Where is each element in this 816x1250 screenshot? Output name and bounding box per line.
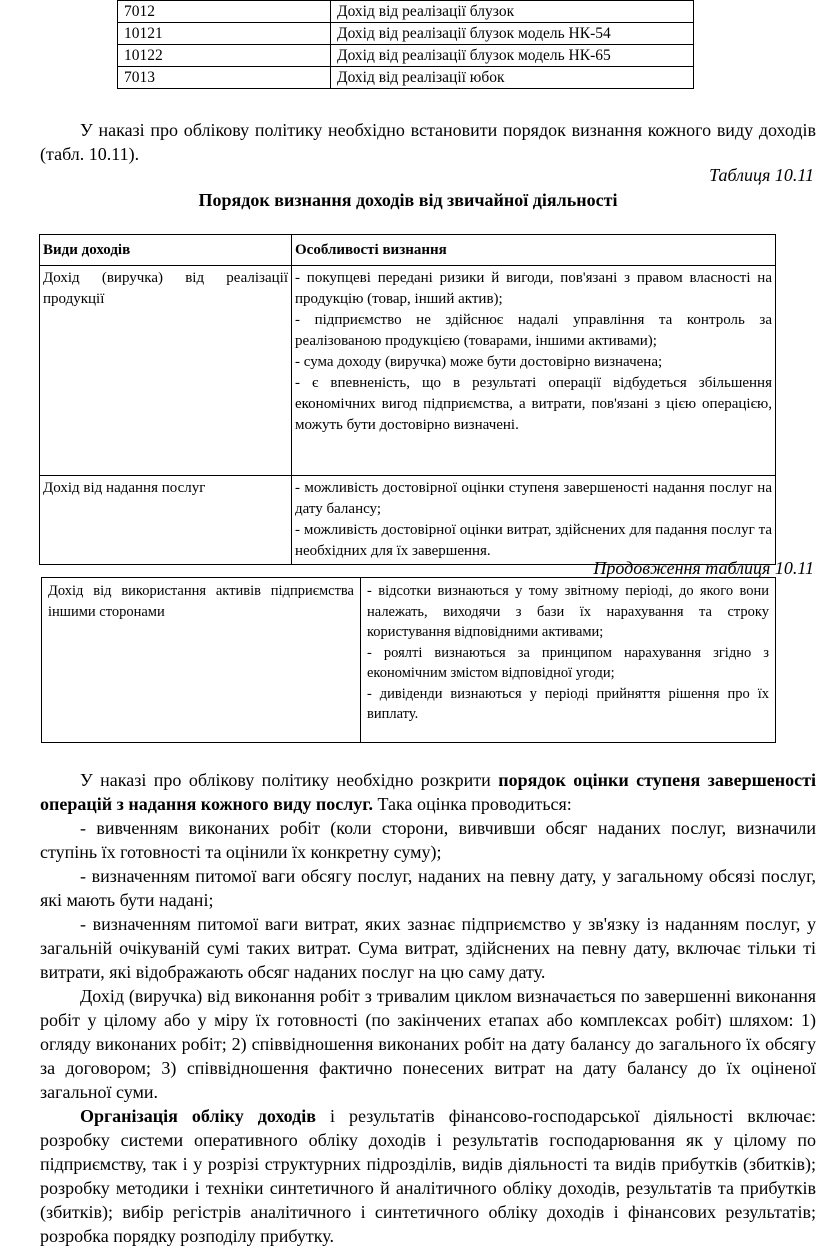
revenue-paragraph: Дохід (виручка) від виконання робіт з тривалим циклом визначається по завершенні виконання робіт у цілому або у міру їх готовності (по закінчених етапах або комплексах робіт) шляхом: 1) огляду виконаних робіт; 2) співвідношення виконаних робіт на дату балансу до загального їх обсягу за договором; 3) співвідношення фактично понесених витрат на дату балансу до їх оціненої загальної суми. xyxy=(40,986,816,1102)
features-cell xyxy=(361,578,776,743)
list-item: - визначенням питомої ваги обсягу послуг, наданих на певну дату, у загальному обсязі послуг, які мають бути надані; xyxy=(40,866,816,910)
code-cell: 10122 xyxy=(118,45,331,67)
organization-text-bold: Організація обліку доходів xyxy=(80,1106,316,1126)
table-row xyxy=(118,1,694,23)
feature-item: - покупцеві передані ризики й вигоди, пов'язані з правом власності на продукцію (товар, інший актив); xyxy=(295,270,772,307)
table-row xyxy=(40,266,776,476)
feature-item: - відсотки визнаються у тому звітному періоді, до якого вони належать, виходячи з бази їх нарахування та строку користування відповідними активами; xyxy=(367,583,769,640)
table-row xyxy=(40,476,776,565)
feature-item: - роялті визнаються за принципом нарахування згідно з економічним змістом відповідної угоди; xyxy=(367,644,769,681)
services-text-end: Така оцінка проводиться: xyxy=(372,794,572,814)
name-cell: Дохід від реалізації блузок xyxy=(331,1,694,23)
codes-table xyxy=(117,0,694,89)
list-item: - вивченням виконаних робіт (коли сторони, вивчивши обсяг наданих послуг, визначили ступінь їх готовності та оцінили їх конкретну суму); xyxy=(40,818,816,862)
feature-item: - сума доходу (виручка) може бути достовірно визначена; xyxy=(295,354,663,370)
services-text-bold: порядок оцінки ступеня завершеності операцій з надання кожного виду послуг. xyxy=(40,770,816,814)
feature-item: - дивіденди визнаються у періоді прийняття рішення про їх виплату. xyxy=(367,685,769,722)
table-title: Порядок визнання доходів від звичайної діяльності xyxy=(198,190,618,210)
table-caption: Таблиця 10.11 xyxy=(709,165,814,185)
feature-item: - можливість достовірної оцінки ступеня завершеності надання послуг на дату балансу; xyxy=(295,480,772,517)
continuation-table xyxy=(41,577,776,743)
income-type-cell: Дохід від використання активів підприємства іншими сторонами xyxy=(42,578,361,743)
code-cell: 10121 xyxy=(118,23,331,45)
name-cell: Дохід від реалізації блузок модель НК-65 xyxy=(331,45,694,67)
organization-text: і результатів фінансово-господарської діяльності включає: розробку системи оперативного обліку доходів і результатів господарювання як у цілому по підприємству, так і у розрізі структурних підрозділів, видів діяльності та видів прибутків (збитків); розробку методики і техніки синтетичного й аналітичного обліку доходів, результатів та прибутків (збитків); вибір регістрів аналітичного і синтетичного обліку доходів і фінансових результатів; розробка порядку розподілу прибутку. xyxy=(40,1106,816,1246)
feature-item: - можливість достовірної оцінки витрат, здійснених для падання послуг та необхідних для їх завершення. xyxy=(295,522,772,559)
header-type: Види доходів xyxy=(40,235,292,266)
income-type-cell: Дохід (виручка) від реалізації продукції xyxy=(40,266,292,476)
continuation-caption: Продовження таблиця 10.11 xyxy=(593,558,814,578)
name-cell: Дохід від реалізації юбок xyxy=(331,67,694,89)
table-header-row xyxy=(40,235,776,266)
income-type-cell: Дохід від надання послуг xyxy=(40,476,292,565)
code-cell: 7013 xyxy=(118,67,331,89)
name-cell: Дохід від реалізації блузок модель НК-54 xyxy=(331,23,694,45)
feature-item: - підприємство не здійснює надалі управління та контроль за реалізованою продукцією (товарами, іншими активами); xyxy=(295,312,772,349)
recognition-table xyxy=(39,234,776,565)
table-row xyxy=(118,67,694,89)
services-text-start: У наказі про облікову політику необхідно розкрити xyxy=(80,770,499,790)
table-row xyxy=(42,578,776,743)
table-row xyxy=(118,45,694,67)
header-features: Особливості визнання xyxy=(292,235,776,266)
organization-paragraph xyxy=(40,1104,816,1248)
code-cell: 7012 xyxy=(118,1,331,23)
features-cell xyxy=(292,266,776,476)
feature-item: - є впевненість, що в результаті операції відбудеться збільшення економічних вигод підприємства, а витрати, пов'язані з цією операцією, можуть бути достовірно визначені. xyxy=(295,375,772,433)
services-paragraph xyxy=(40,768,816,816)
features-cell xyxy=(292,476,776,565)
table-row xyxy=(118,23,694,45)
intro-paragraph: У наказі про облікову політику необхідно встановити порядок визнання кожного виду доходів (табл. 10.11). xyxy=(40,120,816,164)
list-item: - визначенням питомої ваги витрат, яких зазнає підприємство у зв'язку із наданням послуг, у загальній очікуваній сумі таких витрат. Сума витрат, здійснених на певну дату, включає тільки ті витрати, які відображають обсяг наданих послуг на цю саму дату. xyxy=(40,914,816,982)
